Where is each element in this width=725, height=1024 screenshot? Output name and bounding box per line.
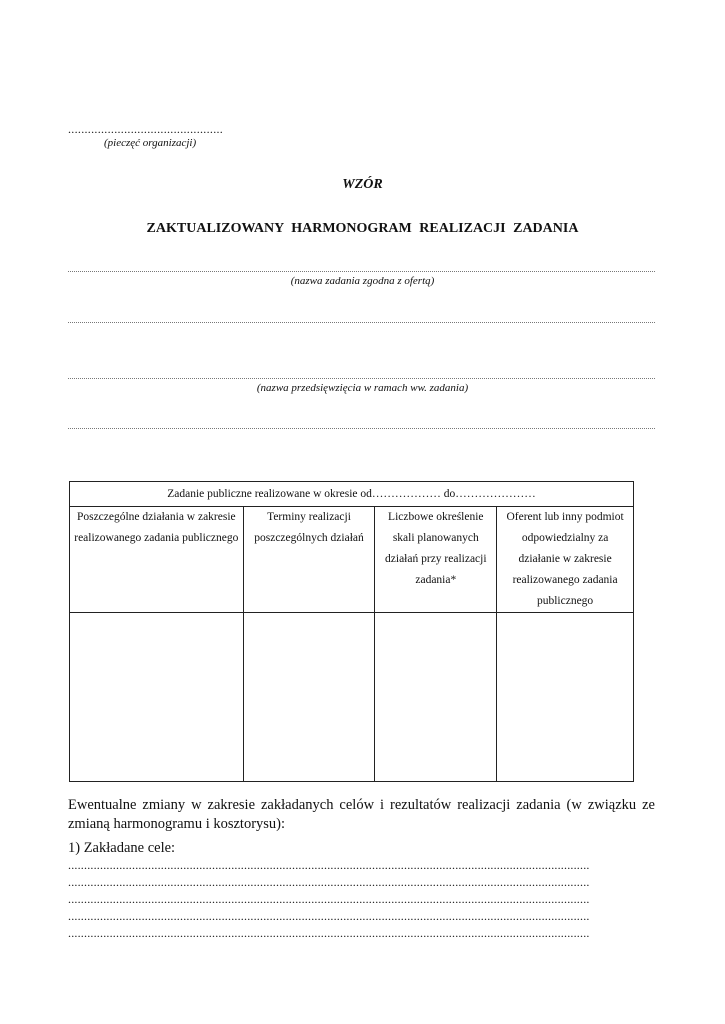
task-name-caption: (nazwa zadania zgodna z ofertą) [290,275,435,287]
goals-line-1[interactable]: ................................................................................................................................................................... [68,858,590,872]
template-label: WZÓR [342,177,383,192]
task-name-line[interactable] [68,271,655,272]
goals-line-5[interactable]: ................................................................................................................................................................... [68,926,590,940]
period-cell[interactable]: Zadanie publiczne realizowane w okresie od……………… do………………… [70,482,634,507]
document-title: ZAKTUALIZOWANY HARMONOGRAM REALIZACJI ZADANIA [146,221,579,236]
column-header-dates: Terminy realizacji poszczególnych działań [243,507,375,613]
goals-line-4[interactable]: ................................................................................................................................................................... [68,909,590,923]
stamp-label: (pieczęć organizacji) [104,137,197,149]
stamp-dotted-line: ............................................... [68,122,224,136]
goals-line-2[interactable]: ................................................................................................................................................................... [68,875,590,889]
goals-line-3[interactable]: ................................................................................................................................................................... [68,892,590,906]
scale-cell[interactable] [375,613,497,782]
dates-cell[interactable] [243,613,375,782]
schedule-table [69,481,634,782]
activities-cell[interactable] [70,613,244,782]
column-header-scale: Liczbowe określenie skali planowanych działań przy realizacji zadania* [375,507,497,613]
task-name-line-2[interactable] [68,322,655,323]
column-header-activities: Poszczególne działania w zakresie realizowanego zadania publicznego [70,507,244,613]
goals-label: 1) Zakładane cele: [68,840,176,856]
responsible-cell[interactable] [497,613,634,782]
changes-intro: Ewentualne zmiany w zakresie zakładanych celów i rezultatów realizacji zadania (w związku ze zmianą harmonogramu i kosztorysu): [68,797,655,832]
project-name-caption: (nazwa przedsięwzięcia w ramach ww. zadania) [256,382,469,394]
project-name-line-2[interactable] [68,428,655,429]
project-name-line[interactable] [68,378,655,379]
column-header-responsible: Oferent lub inny podmiot odpowiedzialny za działanie w zakresie realizowanego zadania publicznego [497,507,634,613]
